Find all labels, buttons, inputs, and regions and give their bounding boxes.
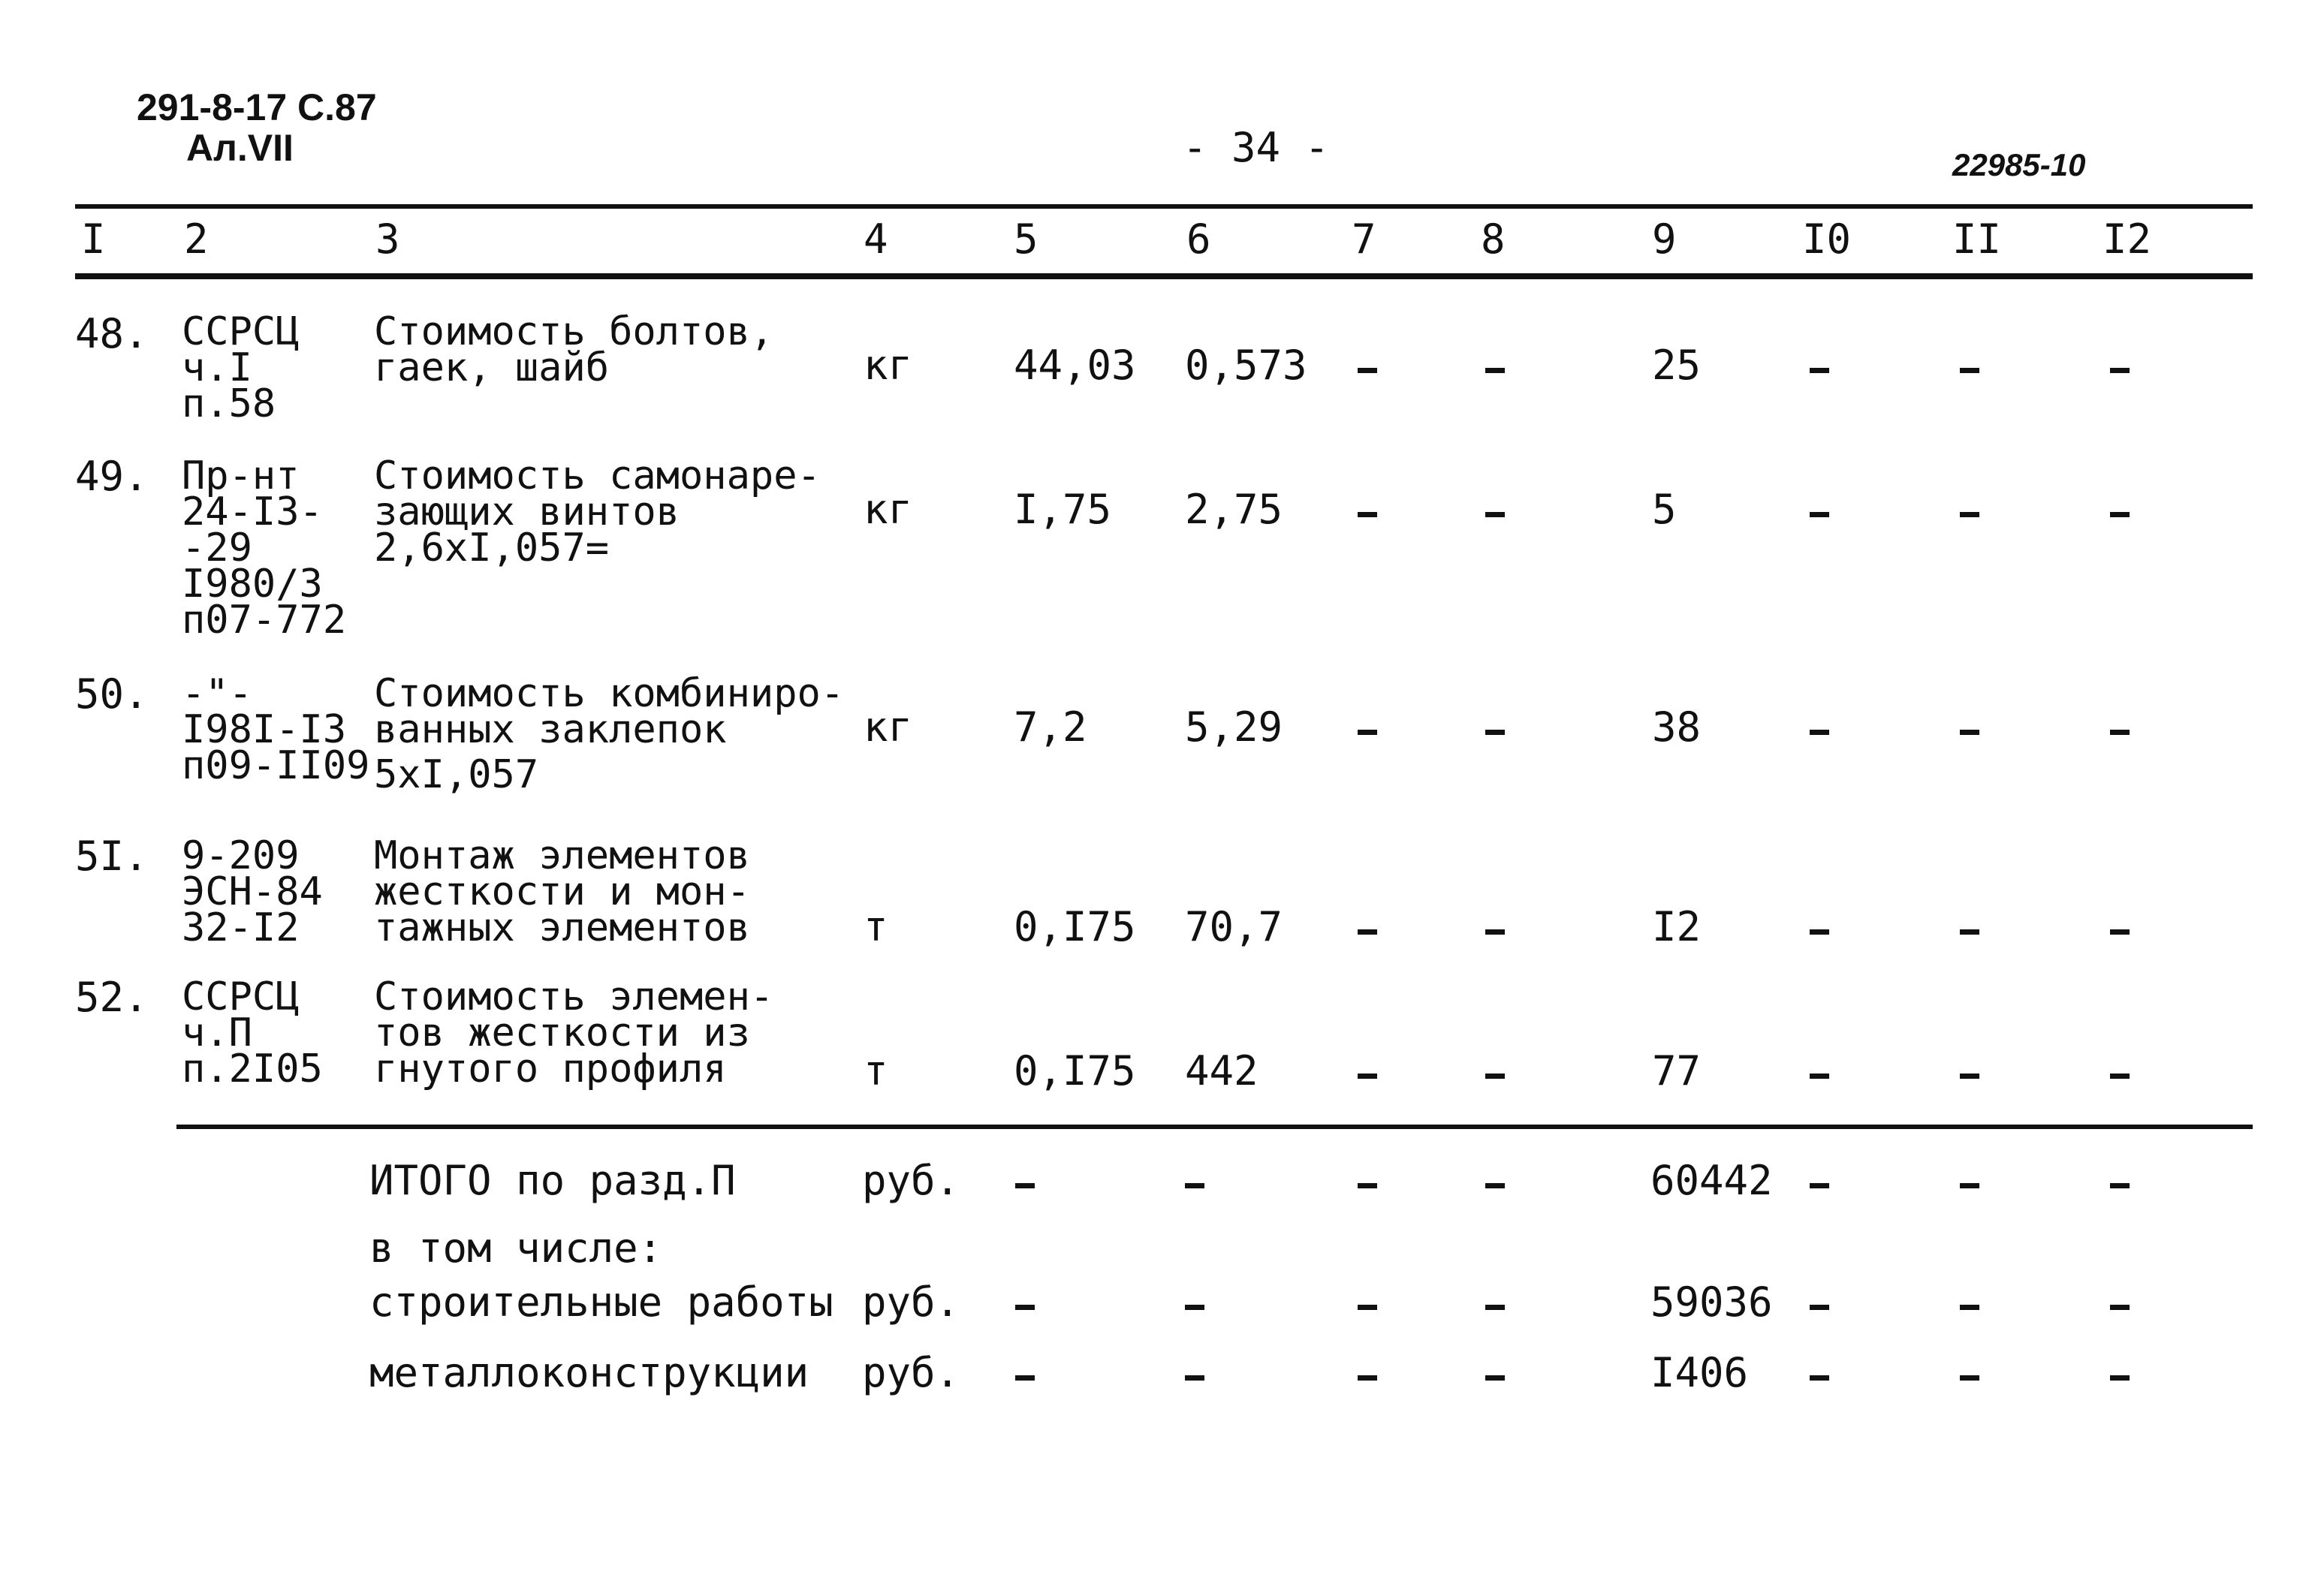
row-number: 49. bbox=[75, 453, 149, 500]
row-col6: 0,573 bbox=[1185, 342, 1307, 389]
row-col8-dash bbox=[1485, 730, 1505, 735]
row-col8-dash bbox=[1485, 929, 1505, 935]
row-col7-dash bbox=[1358, 1074, 1377, 1079]
row-unit: т bbox=[864, 1047, 888, 1095]
total-col6-dash bbox=[1185, 1183, 1204, 1188]
row-reference: -"- I98I-I3 п09-II09 bbox=[182, 671, 370, 788]
row-col8-dash bbox=[1485, 368, 1505, 373]
row-col7-dash bbox=[1358, 512, 1377, 517]
row-number: 48. bbox=[75, 310, 149, 357]
row-col10-dash bbox=[1810, 730, 1829, 735]
total-col7-dash bbox=[1358, 1375, 1377, 1381]
col-header-11: II bbox=[1952, 215, 2002, 263]
total-col9: 60442 bbox=[1650, 1157, 1773, 1204]
album-label: Ал.VII bbox=[186, 127, 294, 169]
col-header-4: 4 bbox=[864, 215, 888, 263]
row-unit: т bbox=[864, 903, 888, 950]
row-reference: ССРСЦ ч.П п.2I05 bbox=[182, 974, 323, 1092]
row-number: 5I. bbox=[75, 833, 149, 880]
total-unit: руб. bbox=[862, 1349, 960, 1396]
row-col6: 70,7 bbox=[1185, 903, 1283, 950]
col-header-8: 8 bbox=[1481, 215, 1506, 263]
row-unit: кг bbox=[864, 486, 913, 533]
row-col5: 7,2 bbox=[1014, 703, 1087, 751]
row-col7-dash bbox=[1358, 929, 1377, 935]
row-description: Стоимость болтов, гаек, шайб bbox=[374, 309, 774, 390]
row-col5: 44,03 bbox=[1014, 342, 1136, 389]
row-reference: Пр-нт 24-I3- -29 I980/3 п07-772 bbox=[182, 453, 347, 643]
total-col6-dash bbox=[1185, 1305, 1204, 1310]
total-col9: I406 bbox=[1650, 1349, 1749, 1396]
total-label: строительные работы bbox=[369, 1278, 833, 1326]
row-reference: ССРСЦ ч.I п.58 bbox=[182, 309, 300, 426]
row-col7-dash bbox=[1358, 368, 1377, 373]
subtotal-caption: в том числе: bbox=[369, 1224, 663, 1272]
col-header-6: 6 bbox=[1186, 215, 1211, 263]
row-col9: I2 bbox=[1652, 903, 1702, 950]
total-col11-dash bbox=[1960, 1305, 1979, 1310]
row-col11-dash bbox=[1960, 730, 1979, 735]
col-header-5: 5 bbox=[1014, 215, 1038, 263]
total-col10-dash bbox=[1810, 1183, 1829, 1188]
row-col12-dash bbox=[2110, 929, 2130, 935]
row-description: Монтаж элементов жесткости и мон- тажных элементов bbox=[374, 833, 750, 950]
col-header-12: I2 bbox=[2103, 215, 2152, 263]
total-label: ИТОГО по разд.П bbox=[369, 1157, 736, 1204]
row-col11-dash bbox=[1960, 1074, 1979, 1079]
col-header-10: I0 bbox=[1802, 215, 1852, 263]
row-col11-dash bbox=[1960, 368, 1979, 373]
total-col11-dash bbox=[1960, 1375, 1979, 1381]
total-col10-dash bbox=[1810, 1375, 1829, 1381]
row-col12-dash bbox=[2110, 730, 2130, 735]
row-col9: 5 bbox=[1652, 486, 1677, 533]
total-col6-dash bbox=[1185, 1375, 1204, 1381]
document-code: 291-8-17 С.87 bbox=[137, 86, 377, 128]
row-col10-dash bbox=[1810, 929, 1829, 935]
row-col5: 0,I75 bbox=[1014, 903, 1136, 950]
sheet-code: 22985-10 bbox=[1952, 147, 2086, 182]
row-col8-dash bbox=[1485, 1074, 1505, 1079]
row-col6: 442 bbox=[1185, 1047, 1259, 1095]
row-col12-dash bbox=[2110, 512, 2130, 517]
row-reference: 9-209 ЭСН-84 32-I2 bbox=[182, 833, 323, 950]
row-unit: кг bbox=[864, 342, 913, 389]
total-col5-dash bbox=[1015, 1375, 1035, 1381]
row-description: Стоимость комбиниро- ванных заклепок 5хI,057 bbox=[374, 671, 845, 797]
row-col6: 5,29 bbox=[1185, 703, 1283, 751]
row-col5: 0,I75 bbox=[1014, 1047, 1136, 1095]
header-top-rule bbox=[75, 204, 2253, 209]
header-bottom-rule bbox=[75, 273, 2253, 279]
total-col8-dash bbox=[1485, 1305, 1505, 1310]
total-col12-dash bbox=[2110, 1183, 2130, 1188]
total-unit: руб. bbox=[862, 1278, 960, 1326]
row-col11-dash bbox=[1960, 929, 1979, 935]
total-col9: 59036 bbox=[1650, 1278, 1773, 1326]
row-col10-dash bbox=[1810, 368, 1829, 373]
row-col6: 2,75 bbox=[1185, 486, 1283, 533]
total-col5-dash bbox=[1015, 1183, 1035, 1188]
row-col12-dash bbox=[2110, 1074, 2130, 1079]
total-unit: руб. bbox=[862, 1157, 960, 1204]
total-col7-dash bbox=[1358, 1305, 1377, 1310]
total-col7-dash bbox=[1358, 1183, 1377, 1188]
row-col9: 25 bbox=[1652, 342, 1702, 389]
total-col10-dash bbox=[1810, 1305, 1829, 1310]
row-col5: I,75 bbox=[1014, 486, 1112, 533]
row-number: 52. bbox=[75, 974, 149, 1021]
row-col8-dash bbox=[1485, 512, 1505, 517]
row-unit: кг bbox=[864, 703, 913, 751]
row-col12-dash bbox=[2110, 368, 2130, 373]
col-header-9: 9 bbox=[1652, 215, 1677, 263]
totals-rule bbox=[176, 1125, 2253, 1129]
row-col10-dash bbox=[1810, 512, 1829, 517]
col-header-1: I bbox=[81, 215, 106, 263]
row-col10-dash bbox=[1810, 1074, 1829, 1079]
row-col7-dash bbox=[1358, 730, 1377, 735]
row-col11-dash bbox=[1960, 512, 1979, 517]
col-header-3: 3 bbox=[375, 215, 400, 263]
total-col8-dash bbox=[1485, 1183, 1505, 1188]
row-col9: 77 bbox=[1652, 1047, 1702, 1095]
col-header-7: 7 bbox=[1352, 215, 1376, 263]
total-col12-dash bbox=[2110, 1375, 2130, 1381]
row-number: 50. bbox=[75, 670, 149, 718]
row-description: Стоимость самонаре- зающих винтов 2,6хI,057= bbox=[374, 453, 821, 571]
total-col5-dash bbox=[1015, 1305, 1035, 1310]
row-col9: 38 bbox=[1652, 703, 1702, 751]
col-header-2: 2 bbox=[184, 215, 209, 263]
total-col8-dash bbox=[1485, 1375, 1505, 1381]
total-label: металлоконструкции bbox=[369, 1349, 809, 1396]
total-col11-dash bbox=[1960, 1183, 1979, 1188]
page-number: - 34 - bbox=[1183, 124, 1330, 171]
row-description: Стоимость элемен- тов жесткости из гнутого профиля bbox=[374, 974, 774, 1092]
total-col12-dash bbox=[2110, 1305, 2130, 1310]
